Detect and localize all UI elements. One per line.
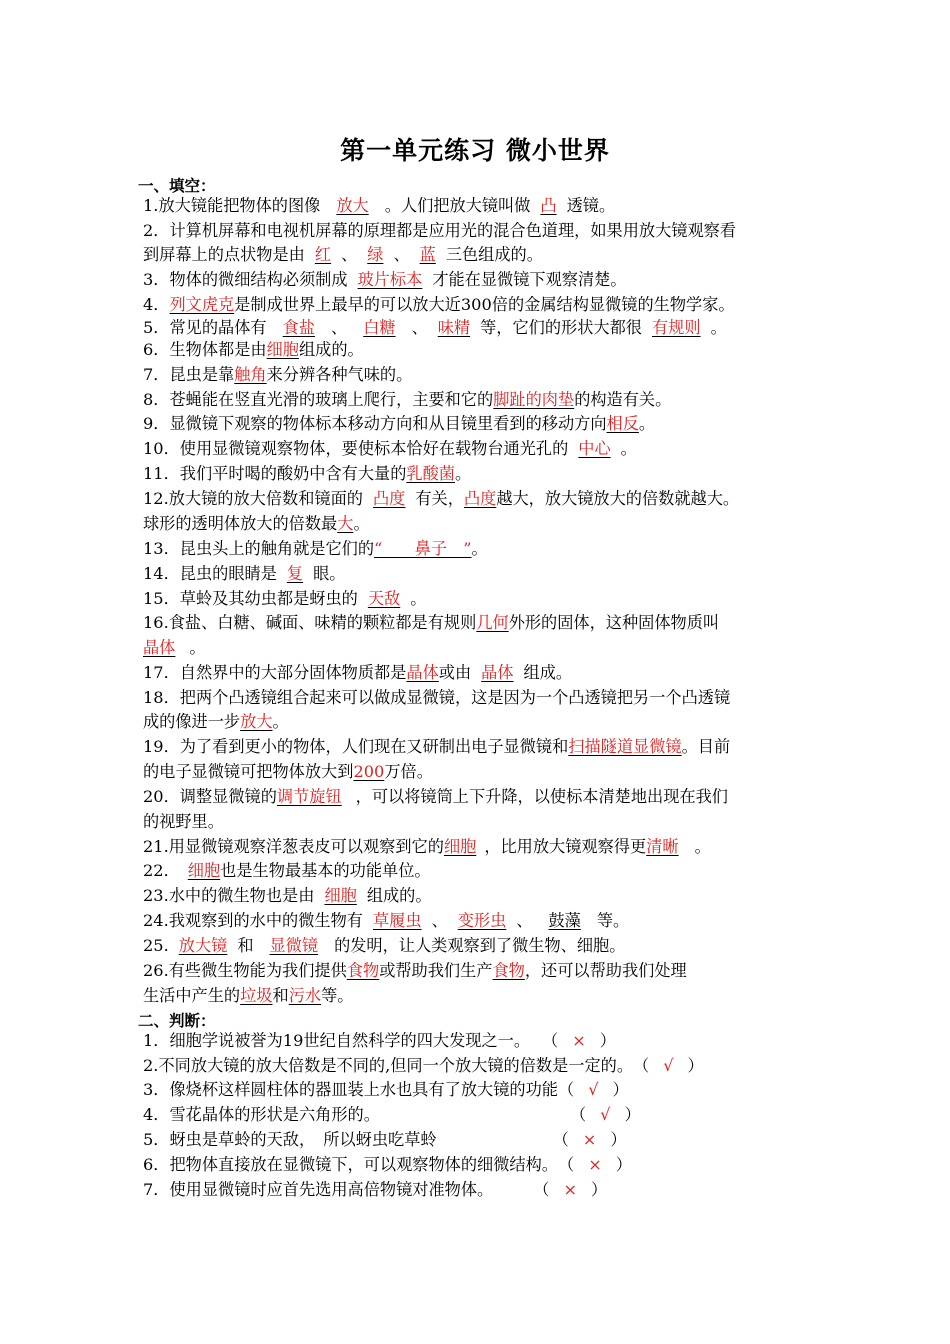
- text: 19．为了看到更小的物体，人们现在又研制出电子显微镜和: [143, 737, 569, 756]
- text: 。: [694, 837, 711, 856]
- answer: 几何: [476, 613, 509, 632]
- fill-line-11: [143, 464, 471, 484]
- text: 2．计算机屏幕和电视机屏幕的原理都是应用光的混合色道理，如果用放大镜观察看: [143, 221, 737, 240]
- fill-line-24: [143, 911, 629, 931]
- text: ，还可以帮助我们处理: [524, 961, 687, 980]
- fill-line-8: [143, 390, 671, 410]
- fill-line-19a: [143, 737, 730, 757]
- text: 等。: [321, 986, 354, 1005]
- text: 的电子显微镜可把物体放大到: [143, 762, 354, 781]
- text: 组成。: [523, 663, 573, 682]
- answer: 晶体: [481, 663, 514, 682]
- answer: 放大: [240, 712, 273, 731]
- answer: 细胞: [266, 340, 299, 359]
- answer-mark: ×: [572, 1031, 586, 1050]
- text: 、: [393, 245, 410, 264]
- fill-line-5: [143, 318, 727, 338]
- answer: 食物: [492, 961, 525, 980]
- text: 、: [411, 318, 428, 337]
- fill-line-18a: [143, 688, 730, 708]
- text: 。: [410, 589, 427, 608]
- fill-line-13: [143, 539, 488, 559]
- answer-mark: √: [600, 1105, 611, 1124]
- answer: 草履虫: [373, 911, 422, 930]
- answer: 放大镜: [178, 936, 228, 955]
- fill-line-14: [143, 564, 345, 584]
- fill-line-16a: [143, 613, 719, 633]
- text: 的构造有关。: [574, 390, 672, 409]
- answer: 凸度: [463, 489, 497, 508]
- fill-line-16b: [143, 638, 206, 658]
- text: 5．常见的晶体有: [143, 318, 267, 337]
- answer: 列文虎克: [169, 295, 235, 314]
- text: 17．自然界中的大部分固体物质都是: [143, 663, 407, 682]
- judge-item-7: [143, 1180, 607, 1200]
- text: 眼。: [313, 564, 346, 583]
- text: 是制成世界上最早的可以放大近300倍的金属结构显微镜的生物学家。: [234, 295, 735, 314]
- text: 才能在显微镜下观察清楚。: [432, 270, 627, 289]
- text: 。: [471, 539, 488, 558]
- answer: 中心: [578, 439, 611, 458]
- answer: 食物: [346, 961, 380, 980]
- text: 成的像进一步: [143, 712, 241, 731]
- text: 。: [710, 318, 727, 337]
- text: ，比用放大镜观察得更: [484, 837, 647, 856]
- answer: 凸度: [373, 489, 406, 508]
- text: 24.我观察到的水中的微生物有: [143, 911, 363, 930]
- text: 有关，: [415, 489, 464, 508]
- text: 12.放大镜的放大倍数和镜面的: [143, 489, 363, 508]
- fill-line-6: [143, 340, 364, 360]
- answer: 调节旋钮: [276, 787, 342, 806]
- fill-line-3: [143, 270, 627, 290]
- answer: 绿: [367, 245, 384, 264]
- answer: 清晰: [646, 837, 679, 856]
- answer: 有规则: [652, 318, 701, 337]
- answer-mark: ×: [563, 1180, 578, 1199]
- answer: 细胞: [324, 886, 357, 905]
- text: 1.放大镜能把物体的图像: [143, 196, 321, 215]
- text: 4．: [143, 295, 170, 314]
- answer: 相反: [606, 414, 639, 433]
- fill-line-22: [143, 861, 431, 881]
- answer: 显微镜: [269, 936, 319, 955]
- fill-line-12a: [143, 489, 739, 509]
- text: 或由: [438, 663, 472, 682]
- paren-open: （: [633, 1056, 650, 1075]
- text: 23.水中的微生物也是由: [143, 886, 315, 905]
- answer: 大: [337, 514, 354, 533]
- text: 8．苍蝇能在竖直光滑的玻璃上爬行，主要和它的: [143, 390, 494, 409]
- text: 越大，放大镜放大的倍数就越大。: [496, 489, 740, 508]
- paren-close: ）: [624, 1105, 641, 1124]
- text: 6．生物体都是由: [143, 340, 267, 359]
- text: 、: [341, 245, 358, 264]
- text: 也是生物最基本的功能单位。: [220, 861, 431, 880]
- page-title: 第一单元练习 微小世界: [340, 136, 610, 165]
- text: 到屏幕上的点状物是由: [143, 245, 305, 264]
- text: 22．: [143, 861, 180, 880]
- text: 透镜。: [566, 196, 616, 215]
- text: 和: [237, 936, 254, 955]
- fill-line-2b: [143, 245, 543, 265]
- answer: 凸: [540, 196, 557, 215]
- text: 、: [331, 318, 348, 337]
- fill-line-10: [143, 439, 637, 459]
- answer: 蓝: [419, 245, 436, 264]
- text: 三色组成的。: [445, 245, 543, 264]
- text: 的视野里。: [143, 812, 224, 831]
- answer: “ 鼻子 ”: [374, 539, 472, 558]
- answer-mark: ×: [588, 1155, 602, 1174]
- text: 14．昆虫的眼睛是: [143, 564, 277, 583]
- answer: 细胞: [443, 837, 477, 856]
- text: 。: [620, 439, 637, 458]
- paren-open: （: [552, 1130, 569, 1149]
- text: 外形的固体，这种固体物质叫: [508, 613, 720, 632]
- question: 1．细胞学说被誉为19世纪自然科学的四大发现之一。: [143, 1031, 531, 1050]
- fill-line-20a: [143, 787, 728, 807]
- question: 4．雪花晶体的形状是六角形的。: [143, 1105, 380, 1124]
- text: ，可以将镜筒上下升降，以使标本清楚地出现在我们: [355, 787, 728, 806]
- fill-line-26a: [143, 961, 687, 981]
- fill-line-26b: [143, 986, 353, 1006]
- section-fill-heading: 一、填空：: [138, 177, 216, 195]
- fill-line-23: [143, 886, 432, 906]
- text: 万倍。: [384, 762, 433, 781]
- text: 、: [431, 911, 448, 930]
- text: 3．物体的微细结构必须制成: [143, 270, 348, 289]
- text: 或帮助我们生产: [379, 961, 493, 980]
- paren-open: （: [558, 1080, 575, 1099]
- text: 7．昆虫是靠: [143, 365, 235, 384]
- text: 和: [272, 986, 289, 1005]
- answer: 细胞: [187, 861, 221, 880]
- text: 。: [638, 414, 656, 433]
- fill-line-25: [143, 936, 625, 956]
- answer: 200: [353, 762, 385, 781]
- question: 7．使用显微镜时应首先选用高倍物镜对准物体。: [143, 1180, 494, 1199]
- text: 组成的。: [299, 340, 364, 359]
- fill-line-17: [143, 663, 572, 683]
- paren-open: （: [542, 1031, 559, 1050]
- paren-close: ）: [591, 1180, 608, 1199]
- text: 生活中产生的: [143, 986, 241, 1005]
- fill-line-4: [143, 295, 735, 315]
- text: 10．使用显微镜观察物体，要使标本恰好在载物台通光孔的: [143, 439, 569, 458]
- paren-close: ）: [610, 1130, 627, 1149]
- text: 21.用显微镜观察洋葱表皮可以观察到它的: [143, 837, 444, 856]
- paren-open: （: [569, 1105, 587, 1124]
- text: 13．昆虫头上的触角就是它们的: [143, 539, 375, 558]
- judge-item-6: [143, 1155, 632, 1175]
- answer-mark: √: [588, 1080, 599, 1099]
- paren-close: ）: [687, 1056, 704, 1075]
- paren-close: ）: [612, 1080, 629, 1099]
- question: 5．蚜虫是草蛉的天敌， 所以蚜虫吃草蛉: [143, 1130, 437, 1149]
- fill-line-9: [143, 414, 655, 434]
- text: 26.有些微生物能为我们提供: [143, 961, 347, 980]
- fill-line-12b: [143, 514, 370, 534]
- judge-item-3: [143, 1080, 629, 1100]
- fill-line-18b: [143, 712, 289, 732]
- answer: 放大: [336, 196, 369, 215]
- paren-close: ）: [599, 1031, 616, 1050]
- text: 来分辨各种气味的。: [266, 365, 413, 384]
- text: 。人们把放大镜叫做: [384, 196, 531, 215]
- text: 、: [516, 911, 533, 930]
- fill-line-7: [143, 365, 412, 385]
- text: 9．显微镜下观察的物体标本移动方向和从目镜里看到的移动方向: [143, 414, 607, 433]
- text: 16.食盐、白糖、碱面、味精的颗粒都是有规则: [143, 613, 477, 632]
- answer: 触角: [234, 365, 267, 384]
- answer: 脚趾的肉垫: [493, 390, 575, 409]
- section-judge-heading: 二、判断：: [138, 1012, 216, 1030]
- text: 18．把两个凸透镜组合起来可以做成显微镜，这是因为一个凸透镜把另一个凸透镜: [143, 688, 731, 707]
- judge-item-1: [143, 1031, 616, 1051]
- text: 。: [353, 514, 370, 533]
- text: 。目前: [681, 737, 731, 756]
- text: 20．调整显微镜的: [143, 787, 277, 806]
- fill-line-21: [143, 837, 711, 857]
- text: 。: [454, 464, 472, 483]
- judge-item-4: [143, 1105, 641, 1125]
- answer-mark: ×: [582, 1130, 597, 1149]
- judge-item-2: [143, 1056, 704, 1076]
- text: 等，它们的形状大都很: [480, 318, 642, 337]
- answer: 污水: [288, 986, 322, 1005]
- answer: 乳酸菌: [406, 464, 455, 483]
- paren-close: ）: [615, 1155, 632, 1174]
- paren-open: （: [558, 1155, 575, 1174]
- text: 等。: [596, 911, 630, 930]
- answer: 鼓藻: [548, 911, 581, 930]
- answer: 红: [314, 245, 332, 264]
- answer: 晶体: [406, 663, 439, 682]
- text: 。: [189, 638, 206, 657]
- text: 的发明，让人类观察到了微生物、细胞。: [334, 936, 626, 955]
- answer: 白糖: [363, 318, 396, 337]
- answer: 垃圾: [240, 986, 273, 1005]
- answer: 味精: [437, 318, 471, 337]
- judge-item-5: [143, 1130, 627, 1150]
- text: 组成的。: [366, 886, 432, 905]
- fill-line-1: [143, 196, 615, 216]
- answer: 扫描隧道显微镜: [568, 737, 682, 756]
- fill-line-19b: [143, 762, 433, 782]
- question: 6．把物体直接放在显微镜下，可以观察物体的细微结构。: [143, 1155, 558, 1174]
- answer: 晶体: [143, 638, 176, 657]
- text: 球形的透明体放大的倍数最: [143, 514, 338, 533]
- fill-line-2a: [143, 221, 736, 241]
- answer: 天敌: [367, 589, 401, 608]
- answer-mark: √: [663, 1056, 674, 1075]
- fill-line-15: [143, 589, 426, 609]
- question: 2.不同放大镜的放大倍数是不同的,但同一个放大镜的倍数是一定的。: [143, 1056, 634, 1075]
- fill-line-20b: [143, 812, 224, 832]
- text: 。: [272, 712, 289, 731]
- answer: 食盐: [282, 318, 315, 337]
- answer: 复: [286, 564, 304, 583]
- text: 11．我们平时喝的酸奶中含有大量的: [143, 464, 407, 483]
- paren-open: （: [533, 1180, 550, 1199]
- question: 3．像烧杯这样圆柱体的器皿装上水也具有了放大镜的功能: [143, 1080, 558, 1099]
- text: 15．草蛉及其幼虫都是蚜虫的: [143, 589, 358, 608]
- answer: 变形虫: [457, 911, 507, 930]
- answer: 玻片标本: [357, 270, 423, 289]
- text: 25.: [143, 936, 169, 955]
